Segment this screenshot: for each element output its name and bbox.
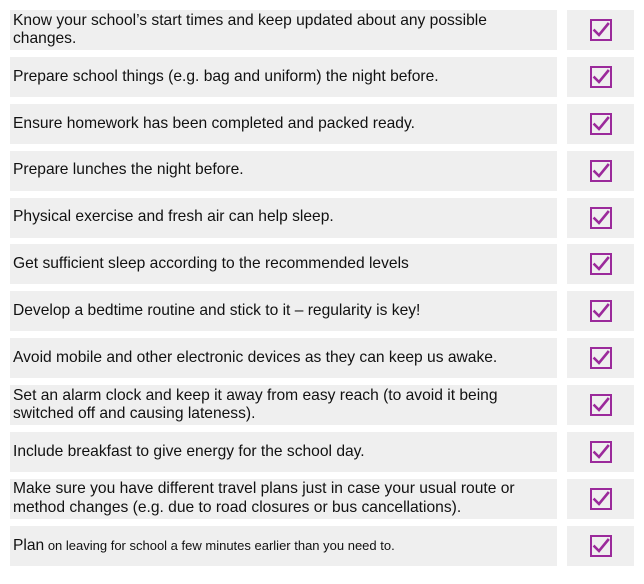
item-text: Physical exercise and fresh air can help sleep. (10, 198, 557, 238)
checkbox[interactable] (567, 57, 634, 97)
checklist-row (10, 10, 634, 50)
item-text: Prepare school things (e.g. bag and uniform) the night before. (10, 57, 557, 97)
checkbox[interactable] (567, 526, 634, 566)
checked-box-icon (589, 65, 613, 89)
checkbox[interactable] (567, 291, 634, 331)
checkbox[interactable] (567, 432, 634, 472)
checked-box-icon (589, 112, 613, 136)
checkbox[interactable] (567, 338, 634, 378)
item-text: Ensure homework has been completed and packed ready. (10, 104, 557, 144)
checklist-row (10, 385, 634, 425)
checkbox[interactable] (567, 104, 634, 144)
item-text (10, 526, 557, 566)
checked-box-icon (589, 299, 613, 323)
item-text: Prepare lunches the night before. (10, 151, 557, 191)
item-text: Know your school’s start times and keep updated about any possible changes. (10, 10, 557, 50)
checkbox[interactable] (567, 10, 634, 50)
checked-box-icon (589, 393, 613, 417)
checked-box-icon (589, 440, 613, 464)
checked-box-icon (589, 159, 613, 183)
checklist-row (10, 432, 634, 472)
checklist-row (10, 479, 634, 519)
checked-box-icon (589, 487, 613, 511)
item-text: Avoid mobile and other electronic devices as they can keep us awake. (10, 338, 557, 378)
checked-box-icon (589, 346, 613, 370)
item-text: Include breakfast to give energy for the school day. (10, 432, 557, 472)
checkbox[interactable] (567, 479, 634, 519)
checklist-row (10, 338, 634, 378)
checkbox[interactable] (567, 151, 634, 191)
item-text: Make sure you have different travel plans just in case your usual route or method changes (e.g. due to road closures or bus cancellations). (10, 479, 557, 519)
checklist-row (10, 291, 634, 331)
checklist-row (10, 104, 634, 144)
checked-box-icon (589, 18, 613, 42)
checklist-row (10, 198, 634, 238)
item-text: Set an alarm clock and keep it away from easy reach (to avoid it being switched off and causing lateness). (10, 385, 557, 425)
checklist-row (10, 526, 634, 566)
checkbox[interactable] (567, 385, 634, 425)
checklist-row (10, 57, 634, 97)
checkbox[interactable] (567, 198, 634, 238)
checklist (10, 10, 634, 566)
checklist-row (10, 151, 634, 191)
checked-box-icon (589, 252, 613, 276)
checklist-row (10, 244, 634, 284)
checked-box-icon (589, 534, 613, 558)
item-text: Develop a bedtime routine and stick to it – regularity is key! (10, 291, 557, 331)
item-text-rest: on leaving for school a few minutes earlier than you need to. (44, 537, 395, 553)
checkbox[interactable] (567, 244, 634, 284)
checked-box-icon (589, 206, 613, 230)
item-text: Get sufficient sleep according to the recommended levels (10, 244, 557, 284)
item-text-lead: Plan (13, 536, 45, 554)
